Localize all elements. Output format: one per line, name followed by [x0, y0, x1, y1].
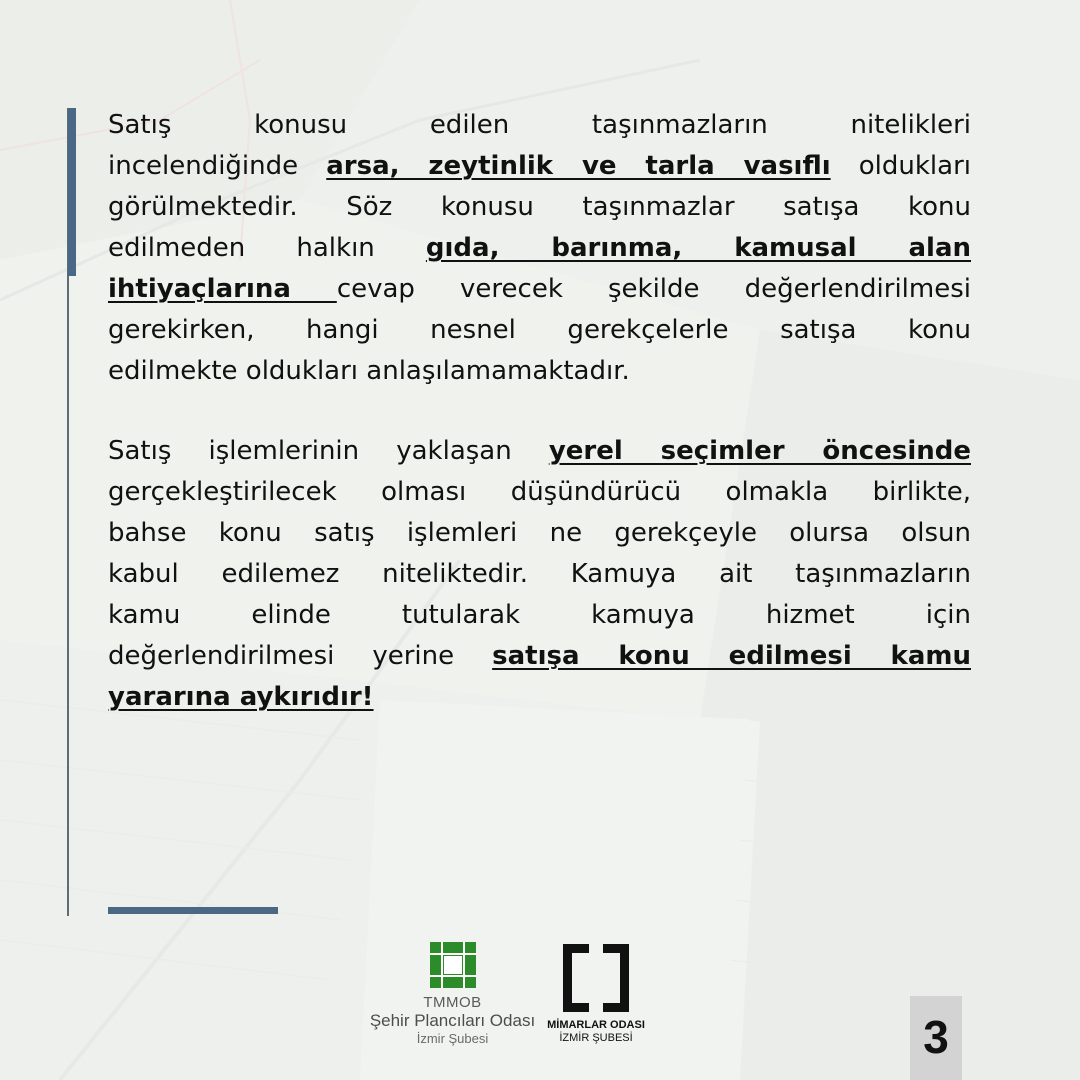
- spo-name: Şehir Plancıları Odası: [369, 1011, 536, 1030]
- text-line: değerlendirilmesi yerine satışa konu edilmesi kamu: [108, 641, 971, 671]
- text-line: Satış işlemlerinin yaklaşan yerel seçimler öncesinde: [108, 436, 971, 466]
- text-line: görülmektedir. Söz konusu taşınmazlar satışa konu: [108, 192, 971, 222]
- spo-grid-icon: [430, 942, 476, 988]
- spo-logo: [360, 942, 545, 1047]
- text-line: kabul edilemez niteliktedir. Kamuya ait taşınmazların: [108, 559, 971, 589]
- text-line: gerekirken, hangi nesnel gerekçelerle satışa konu: [108, 315, 971, 345]
- text-line: ihtiyaçlarına cevap verecek şekilde değerlendirilmesi: [108, 274, 971, 304]
- text-line: edilmekte oldukları anlaşılamamaktadır.: [108, 356, 630, 386]
- spo-branch: İzmir Şubesi: [416, 1031, 489, 1046]
- text-line: bahse konu satış işlemleri ne gerekçeyle olursa olsun: [108, 518, 971, 548]
- paragraph-1: [108, 105, 971, 392]
- mimarlar-odasi-logo: [546, 942, 646, 1045]
- text-line: Satış konusu edilen taşınmazların nitelikleri: [108, 110, 971, 140]
- highlight-public-needs: gıda, barınma, kamusal alan: [425, 233, 972, 263]
- highlight-needs: ihtiyaçlarına: [108, 274, 337, 304]
- text-line: gerçekleştirilecek olması düşündürücü olmakla birlikte,: [108, 477, 971, 507]
- text-line: incelendiğinde arsa, zeytinlik ve tarla vasıflı oldukları: [108, 151, 971, 181]
- highlight-public-interest: yararına aykırıdır!: [108, 682, 374, 712]
- spo-tmmob: TMMOB: [423, 994, 482, 1011]
- highlight-sale-statement: satışa konu edilmesi kamu: [492, 641, 971, 671]
- mo-bracket-icon: [559, 942, 633, 1014]
- highlight-land-types: arsa, zeytinlik ve tarla vasıflı: [326, 151, 831, 181]
- highlight-local-elections: yerel seçimler öncesinde: [548, 436, 971, 466]
- page-number: 3: [923, 1011, 949, 1063]
- text-line: edilmeden halkın gıda, barınma, kamusal alan: [108, 233, 972, 263]
- paragraph-2: [108, 431, 971, 718]
- mo-name: MİMARLAR ODASI: [547, 1019, 645, 1031]
- text-line: kamu elinde tutularak kamuya hizmet için: [108, 600, 971, 630]
- mo-branch: İZMİR ŞUBESİ: [559, 1032, 633, 1044]
- left-accent-bar: [68, 108, 76, 276]
- text-line: [108, 677, 971, 718]
- bottom-divider: [108, 907, 278, 914]
